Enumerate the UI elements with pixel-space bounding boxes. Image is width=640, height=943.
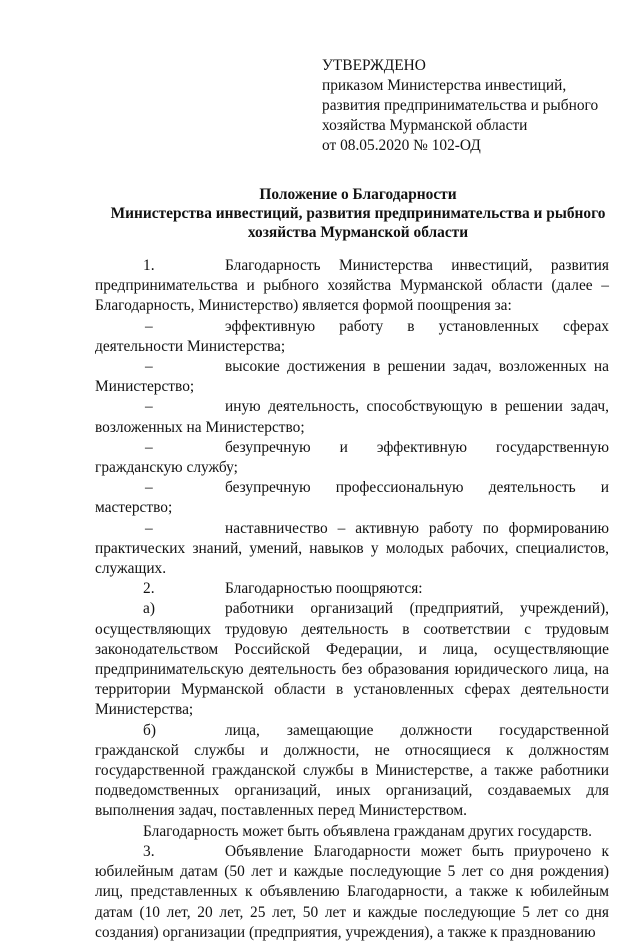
list-item — [95, 397, 609, 437]
title-line: хозяйства Мурманской области — [247, 224, 469, 241]
paragraph-number: 2. — [143, 580, 155, 598]
list-marker: а) — [143, 600, 155, 618]
paragraph-text: Благодарность Министерства инвестиций, развития предпринимательства и рыбного хозяйства Мурманской области (далее – Благодарность, Министерство) является формой поощрения за: — [95, 257, 609, 315]
title-line: Положение о Благодарности — [259, 186, 457, 203]
approval-line: развития предпринимательства и рыбного — [322, 97, 599, 114]
list-item-text: наставничество – активную работу по формированию практических знаний, умений, навыков у молодых рабочих, специалистов, служащих. — [95, 519, 609, 578]
list-marker: – — [145, 317, 153, 335]
note-paragraph: Благодарность может быть объявлена гражданам других государств. — [143, 822, 593, 840]
paragraph-number: 1. — [143, 257, 155, 274]
list-item-text: эффективную работу в установленных сферах деятельности Министерства; — [95, 317, 609, 355]
list-item-text: безупречную профессиональную деятельность и мастерство; — [95, 479, 609, 517]
list-item — [95, 478, 609, 518]
list-item-text: работники организаций (предприятий, учреждений), осуществляющих трудовую деятельность в соответствии с трудовым законодательством Российской Федерации, и лица, осуществляющие предпринимательскую деятельность без образования юридического лица, на территории Мурманской области в установленных сферах деятельности Министерства; — [95, 600, 609, 719]
list-marker: б) — [143, 721, 156, 739]
approval-date-line: от 08.05.2020 № 102-ОД — [322, 137, 481, 154]
list-item-text: иную деятельность, способствующую в решении задач, возложенных на Министерство; — [95, 398, 609, 436]
list-item-text: безупречную и эффективную государственную гражданскую службу; — [95, 438, 609, 477]
list-item-text: лица, замещающие должности государственной гражданской службы и должности, не относящиеся к должностям государственной гражданской службы в Министерстве, а также работники подведомственных организаций, иных организаций, создаваемых для выполнения задач, поставленных перед Министерством. — [95, 721, 609, 820]
paragraph-3 — [95, 842, 609, 943]
list-item — [95, 519, 609, 580]
list-item — [95, 721, 609, 822]
approval-heading: УТВЕРЖДЕНО — [322, 57, 426, 74]
list-marker: – — [145, 479, 153, 497]
title-line: Министерства инвестиций, развития предпринимательства и рыбного — [110, 205, 606, 222]
paragraph-number: 3. — [143, 842, 155, 860]
paragraph-text: Объявление Благодарности может быть приурочено к юбилейным датам (50 лет и каждые последующие 5 лет со дня рождения) лиц, представленных к объявлению Благодарности, а также к юбилейным датам (10 лет, 20 лет, 25 лет, 50 лет и каждые последующие 5 лет со дня создания) организации (предприятия, учреждения), а также к празднованию — [95, 842, 609, 941]
list-marker: – — [145, 398, 153, 416]
list-marker: – — [145, 438, 153, 456]
paragraph-2 — [95, 579, 609, 599]
list-item — [95, 599, 609, 720]
approval-stamp — [322, 56, 622, 156]
list-marker: – — [145, 519, 153, 537]
paragraph-text: Благодарностью поощряются: — [225, 580, 423, 598]
document-title — [95, 185, 621, 242]
paragraph-1 — [95, 256, 609, 317]
document-body — [95, 256, 609, 943]
list-item — [95, 317, 609, 357]
list-item — [95, 357, 609, 397]
list-marker: – — [145, 358, 153, 376]
approval-line: приказом Министерства инвестиций, — [322, 77, 567, 94]
list-item — [95, 438, 609, 478]
approval-line: хозяйства Мурманской области — [322, 117, 528, 134]
list-item-text: высокие достижения в решении задач, возложенных на Министерство; — [95, 358, 609, 396]
